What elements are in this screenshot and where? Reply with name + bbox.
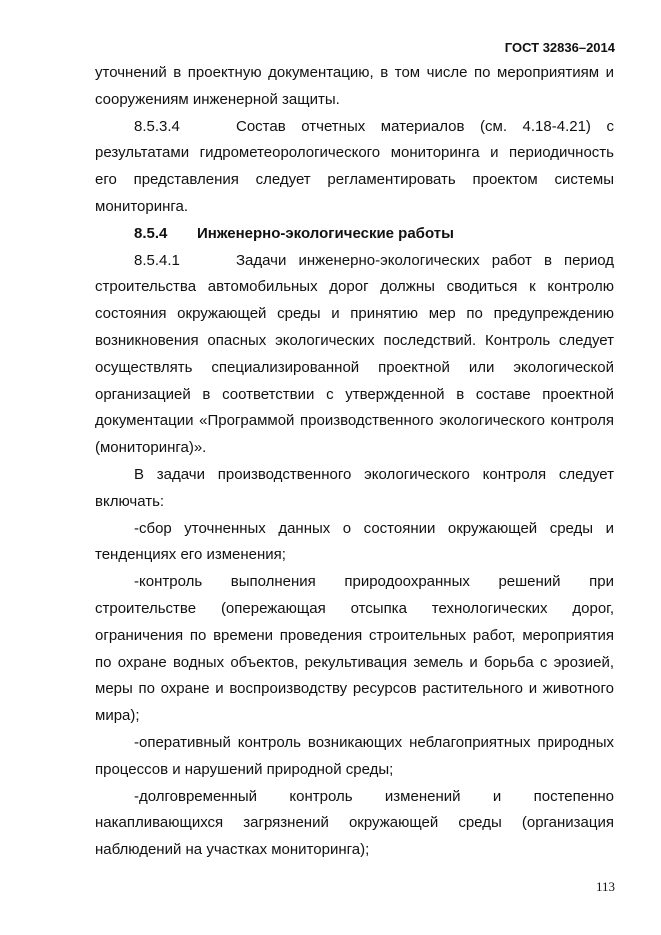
paragraph-continuation: уточнений в проектную документацию, в том числе по мероприятиям и сооружениям инженерной защиты. xyxy=(95,64,614,108)
section-number: 8.5.4 xyxy=(134,224,168,242)
list-item: -контроль выполнения природоохранных решений при строительстве (опережающая отсыпка технологических дорог, ограничения по времени проведения строительных работ, мероприятия по охране водных объектов, рекультивация земель и борьба с эрозией, меры по охране и воспроизводству ресурсов растительного и животного мира); xyxy=(95,573,614,725)
document-code-header: ГОСТ 32836–2014 xyxy=(504,40,615,55)
section-heading-8-5-4 xyxy=(95,221,614,248)
body-text xyxy=(95,60,614,864)
list-item: -сбор уточненных данных о состоянии окружающей среды и тенденциях его изменения; xyxy=(95,519,614,564)
clause-number: 8.5.4.1 xyxy=(134,251,180,269)
list-item: -долговременный контроль изменений и постепенно накапливающихся загрязнений окружающей среды (организация наблюдений на участках мониторинга); xyxy=(95,787,614,859)
clause-number: 8.5.3.4 xyxy=(134,117,180,135)
section-title: Инженерно-экологические работы xyxy=(197,224,454,242)
clause-8-5-4-1 xyxy=(95,248,614,462)
list-item: -оперативный контроль возникающих неблагоприятных природных процессов и нарушений природной среды; xyxy=(95,733,614,778)
page-number: 113 xyxy=(595,879,615,894)
clause-text: Состав отчетных материалов (см. 4.18-4.21) с результатами гидрометеорологического мониторинга и периодичность его представления следует регламентировать проектом системы мониторинга. xyxy=(95,117,614,215)
paragraph-tasks-intro: В задачи производственного экологического контроля следует включать: xyxy=(95,465,614,510)
clause-text: Задачи инженерно-экологических работ в период строительства автомобильных дорог должны сводиться к контролю состояния окружающей среды и принятию мер по предупреждению возникновения опасных экологических последствий. Контроль следует осуществлять специализированной проектной или экологической организацией в соответствии с утвержденной в составе проектной документации «Программой производственного экологического контроля (мониторинга)». xyxy=(95,251,614,457)
clause-8-5-3-4 xyxy=(95,114,614,221)
